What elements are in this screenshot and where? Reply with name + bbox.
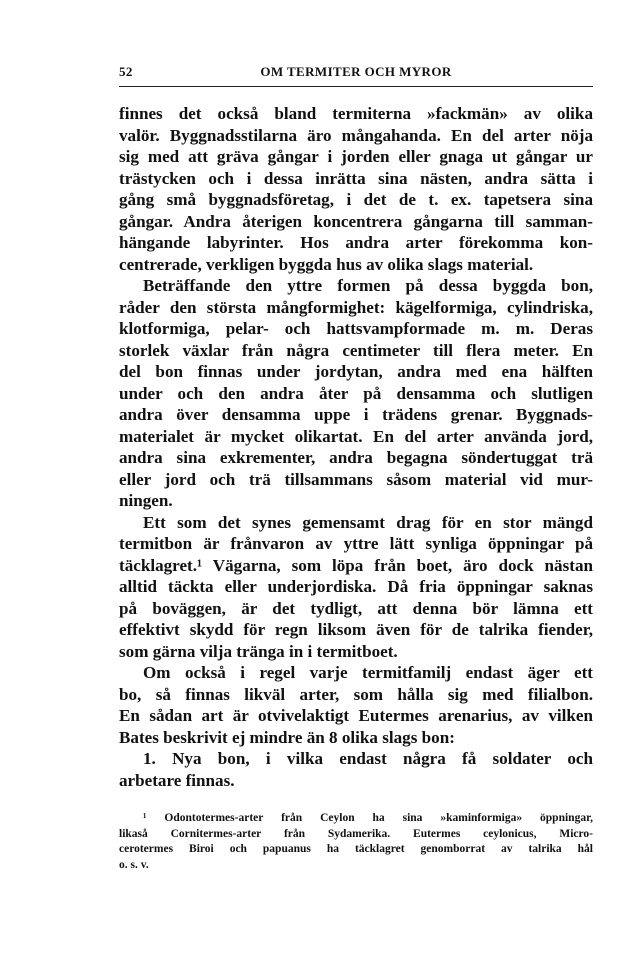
text-line: effektivt skydd för regn liksom även för de talrika fiender, [119,620,593,639]
text-line: råder den största mångformighet: kägelformiga, cylindriska, [119,297,593,317]
text-line: andra sina exkrementer, andra begagna söndertuggat trä [119,448,593,467]
text-line: hängande labyrinter. Hos andra arter förekomma kon- [119,233,593,252]
text-line: på boväggen, är det tydligt, att denna bör lämna ett [119,598,593,618]
text-line: alltid täckta eller underjordiska. Då fria öppningar saknas [119,577,593,596]
paragraph [119,662,593,748]
page-number: 52 [119,64,133,79]
paragraph [119,275,593,512]
text-line: finnes det också bland termiterna »fackmän» av olika [119,104,593,123]
text-line: Bates beskrivit ej mindre än 8 olika slags bon: [119,727,455,747]
text-line: Ett som det synes gemensamt drag för en stor mängd [143,512,593,532]
text-line: storlek växlar från några centimeter till flera meter. En [119,340,593,360]
text-line: gång små byggnadsföretag, i det de t. ex. tapetsera sina [119,190,593,209]
text-line: bo, så finnas likväl arter, som hålla sig med filialbon. [119,684,593,704]
paragraph [119,512,593,663]
text-line: trästycken och i dessa inrätta sina nästen, andra sätta i [119,168,593,188]
text-line: täcklagret.¹ Vägarna, som löpa från boet, äro dock nästan [119,555,593,575]
footnote-line: ¹ Odontotermes-arter från Ceylon ha sina »kaminformiga» öppningar, [143,812,593,824]
text-line: klotformiga, pelar- och hattsvampformade m. m. Deras [119,319,593,338]
footnote-line: o. s. v. [119,858,149,871]
text-line: Beträffande den yttre formen på dessa byggda bon, [143,276,593,295]
text-line: materialet är mycket olikartat. En del arter använda jord, [119,426,593,446]
text-line: valör. Byggnadsstilarna äro mångahanda. En del arter nöja [119,125,593,145]
footnote [119,811,593,873]
header-rule [119,86,593,87]
text-line: som gärna vilja tränga in i termitboet. [119,641,398,661]
text-line: Om också i regel varje termitfamilj endast äger ett [143,663,593,682]
text-line: arbetare finnas. [119,770,235,790]
text-line: under och den andra åter på densamma och slutligen [119,383,593,403]
paragraph [119,748,593,791]
footnote-line: likaså Cornitermes-arter från Sydamerika. Eutermes ceylonicus, Micro- [119,827,593,840]
text-line: 1. Nya bon, i vilka endast några få soldater och [143,749,593,768]
footnote-line: cerotermes Biroi och papuanus ha täcklagret genomborrat av talrika hål [119,843,593,855]
running-head-title: OM TERMITER OCH MYROR [260,64,452,79]
body-text [119,103,593,791]
text-line: sig med att gräva gångar i jorden eller gnaga ut gångar ur [119,147,593,166]
book-page [119,64,593,873]
text-line: ningen. [119,491,173,510]
paragraph [119,103,593,275]
text-line: termitbon är frånvaron av yttre lätt synliga öppningar på [119,534,593,553]
running-head [119,64,593,84]
text-line: eller jord och trä tillsammans såsom material vid mur- [119,469,593,489]
text-line: del bon finnas under jordytan, andra med ena hälften [119,362,593,381]
text-line: En sådan art är otvivelaktigt Eutermes arenarius, av vilken [119,706,593,725]
text-line: gångar. Andra återigen koncentrera gångarna till samman- [119,211,593,231]
text-line: centrerade, verkligen byggda hus av olika slags material. [119,254,534,274]
text-line: andra över densamma uppe i trädens grenar. Byggnads- [119,405,593,424]
